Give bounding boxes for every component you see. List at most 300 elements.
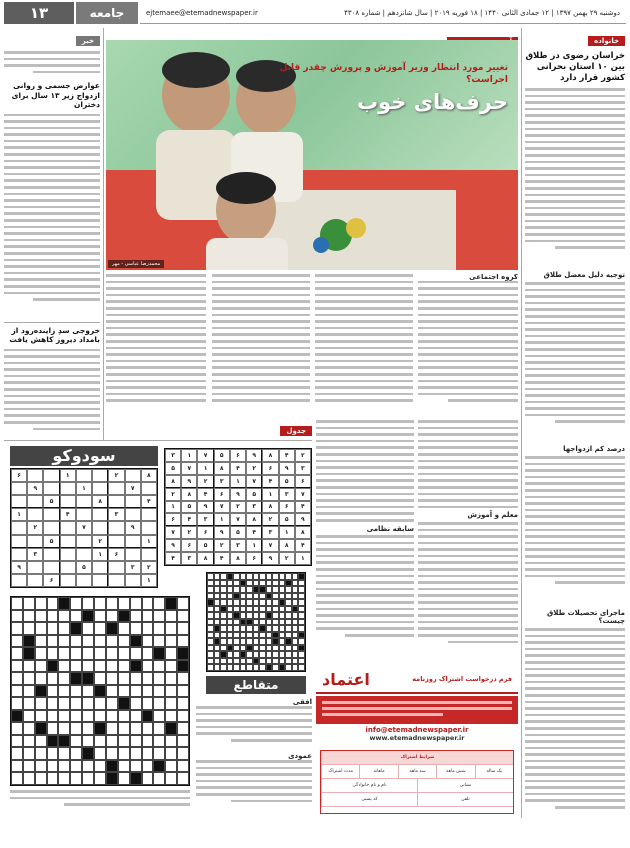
crossword-cell[interactable] — [130, 610, 142, 623]
crossword-cell[interactable] — [177, 622, 189, 635]
sudoku-cell[interactable] — [125, 495, 141, 508]
crossword-cell[interactable] — [153, 747, 165, 760]
crossword-cell[interactable] — [47, 747, 59, 760]
crossword-cell[interactable] — [82, 635, 94, 648]
crossword-cell[interactable] — [165, 760, 177, 773]
sudoku-cell[interactable]: ۲ — [141, 561, 157, 574]
crossword-cell[interactable] — [94, 760, 106, 773]
crossword-cell[interactable] — [70, 735, 82, 748]
sudoku-cell[interactable] — [76, 495, 92, 508]
crossword-cell[interactable] — [153, 710, 165, 723]
plan-col[interactable]: شش ماهه — [436, 765, 474, 778]
crossword-cell[interactable] — [11, 722, 23, 735]
crossword-cell[interactable] — [58, 685, 70, 698]
crossword-cell[interactable] — [70, 672, 82, 685]
crossword-cell[interactable] — [82, 760, 94, 773]
sudoku-cell[interactable]: ۶ — [11, 469, 27, 482]
crossword-cell[interactable] — [35, 747, 47, 760]
crossword-cell[interactable] — [177, 747, 189, 760]
sudoku-grid[interactable] — [10, 468, 158, 588]
crossword-cell[interactable] — [94, 772, 106, 785]
crossword-cell[interactable] — [11, 635, 23, 648]
crossword-cell[interactable] — [130, 735, 142, 748]
crossword-cell[interactable] — [58, 597, 70, 610]
sudoku-cell[interactable] — [43, 482, 59, 495]
crossword-cell[interactable] — [153, 647, 165, 660]
crossword-cell[interactable] — [142, 610, 154, 623]
crossword-cell[interactable] — [106, 760, 118, 773]
crossword-cell[interactable] — [94, 747, 106, 760]
crossword-cell[interactable] — [58, 635, 70, 648]
ad-website[interactable]: www.etemadnewspaper.ir — [369, 734, 465, 742]
crossword-cell[interactable] — [118, 772, 130, 785]
crossword-cell[interactable] — [47, 697, 59, 710]
crossword-cell[interactable] — [165, 597, 177, 610]
sudoku-cell[interactable] — [125, 574, 141, 587]
crossword-cell[interactable] — [130, 760, 142, 773]
sudoku-cell[interactable]: ۱ — [60, 469, 76, 482]
crossword-cell[interactable] — [70, 772, 82, 785]
crossword-cell[interactable] — [153, 635, 165, 648]
crossword-cell[interactable] — [106, 685, 118, 698]
crossword-cell[interactable] — [35, 685, 47, 698]
crossword-cell[interactable] — [106, 610, 118, 623]
crossword-cell[interactable] — [11, 660, 23, 673]
crossword-cell[interactable] — [177, 660, 189, 673]
sudoku-cell[interactable]: ۱ — [141, 574, 157, 587]
sudoku-cell[interactable]: ۵ — [43, 495, 59, 508]
sudoku-cell[interactable]: ۳ — [108, 508, 124, 521]
crossword-cell[interactable] — [118, 710, 130, 723]
sudoku-cell[interactable] — [60, 521, 76, 534]
crossword-cell[interactable] — [177, 697, 189, 710]
crossword-cell[interactable] — [153, 685, 165, 698]
sudoku-cell[interactable] — [76, 508, 92, 521]
sudoku-cell[interactable]: ۷ — [125, 482, 141, 495]
crossword-cell[interactable] — [47, 622, 59, 635]
sudoku-cell[interactable]: ۸ — [92, 495, 108, 508]
crossword-cell[interactable] — [118, 685, 130, 698]
crossword-cell[interactable] — [142, 647, 154, 660]
sudoku-cell[interactable] — [27, 508, 43, 521]
sudoku-cell[interactable]: ۱ — [92, 548, 108, 561]
crossword-cell[interactable] — [142, 685, 154, 698]
crossword-cell[interactable] — [153, 597, 165, 610]
crossword-cell[interactable] — [142, 660, 154, 673]
crossword-cell[interactable] — [11, 747, 23, 760]
crossword-cell[interactable] — [35, 722, 47, 735]
crossword-cell[interactable] — [94, 697, 106, 710]
crossword-cell[interactable] — [82, 610, 94, 623]
sudoku-cell[interactable]: ۴ — [141, 495, 157, 508]
sudoku-cell[interactable] — [11, 482, 27, 495]
crossword-cell[interactable] — [11, 710, 23, 723]
crossword-cell[interactable] — [58, 722, 70, 735]
crossword-cell[interactable] — [130, 597, 142, 610]
crossword-cell[interactable] — [177, 635, 189, 648]
sudoku-cell[interactable]: ۴ — [60, 508, 76, 521]
sudoku-cell[interactable] — [108, 561, 124, 574]
crossword-cell[interactable] — [177, 735, 189, 748]
crossword-cell[interactable] — [142, 635, 154, 648]
crossword-cell[interactable] — [153, 672, 165, 685]
crossword-cell[interactable] — [142, 710, 154, 723]
sudoku-cell[interactable] — [92, 508, 108, 521]
crossword-cell[interactable] — [82, 647, 94, 660]
sudoku-cell[interactable] — [60, 574, 76, 587]
crossword-cell[interactable] — [58, 760, 70, 773]
crossword-cell[interactable] — [11, 735, 23, 748]
crossword-cell[interactable] — [130, 647, 142, 660]
crossword-cell[interactable] — [153, 722, 165, 735]
sudoku-cell[interactable] — [125, 535, 141, 548]
crossword-cell[interactable] — [11, 647, 23, 660]
plan-col[interactable]: یک ساله — [475, 765, 513, 778]
sudoku-cell[interactable] — [27, 574, 43, 587]
crossword-cell[interactable] — [142, 760, 154, 773]
crossword-cell[interactable] — [106, 597, 118, 610]
sudoku-cell[interactable]: ۲ — [92, 535, 108, 548]
crossword-cell[interactable] — [23, 622, 35, 635]
crossword-cell[interactable] — [23, 647, 35, 660]
sudoku-cell[interactable] — [141, 521, 157, 534]
sudoku-cell[interactable] — [43, 561, 59, 574]
crossword-cell[interactable] — [58, 647, 70, 660]
sudoku-cell[interactable] — [60, 495, 76, 508]
crossword-cell[interactable] — [11, 685, 23, 698]
crossword-cell[interactable] — [130, 635, 142, 648]
crossword-cell[interactable] — [106, 635, 118, 648]
crossword-cell[interactable] — [82, 710, 94, 723]
crossword-cell[interactable] — [23, 685, 35, 698]
crossword-cell[interactable] — [23, 610, 35, 623]
sudoku-cell[interactable] — [76, 469, 92, 482]
crossword-cell[interactable] — [177, 722, 189, 735]
crossword-cell[interactable] — [118, 722, 130, 735]
sudoku-cell[interactable] — [141, 548, 157, 561]
sudoku-cell[interactable] — [125, 469, 141, 482]
crossword-cell[interactable] — [47, 647, 59, 660]
crossword-cell[interactable] — [70, 710, 82, 723]
crossword-cell[interactable] — [58, 610, 70, 623]
crossword-cell[interactable] — [23, 597, 35, 610]
crossword-cell[interactable] — [153, 610, 165, 623]
crossword-cell[interactable] — [177, 647, 189, 660]
sudoku-cell[interactable] — [27, 495, 43, 508]
crossword-cell[interactable] — [142, 735, 154, 748]
crossword-cell[interactable] — [142, 622, 154, 635]
sudoku-cell[interactable] — [92, 561, 108, 574]
crossword-cell[interactable] — [106, 747, 118, 760]
crossword-cell[interactable] — [106, 710, 118, 723]
crossword-cell[interactable] — [130, 660, 142, 673]
sudoku-cell[interactable] — [27, 561, 43, 574]
sudoku-cell[interactable] — [76, 548, 92, 561]
form-row[interactable] — [321, 793, 513, 807]
sudoku-cell[interactable] — [60, 561, 76, 574]
crossword-cell[interactable] — [58, 747, 70, 760]
crossword-cell[interactable] — [70, 685, 82, 698]
sudoku-cell[interactable] — [60, 548, 76, 561]
sudoku-cell[interactable] — [11, 495, 27, 508]
crossword-cell[interactable] — [118, 647, 130, 660]
crossword-cell[interactable] — [130, 747, 142, 760]
crossword-cell[interactable] — [23, 660, 35, 673]
crossword-cell[interactable] — [153, 772, 165, 785]
crossword-cell[interactable] — [106, 672, 118, 685]
crossword-cell[interactable] — [165, 635, 177, 648]
crossword-cell[interactable] — [165, 685, 177, 698]
crossword-cell[interactable] — [70, 722, 82, 735]
crossword-cell[interactable] — [23, 672, 35, 685]
crossword-cell[interactable] — [82, 697, 94, 710]
crossword-cell[interactable] — [35, 597, 47, 610]
crossword-cell[interactable] — [11, 610, 23, 623]
sudoku-cell[interactable] — [60, 535, 76, 548]
sudoku-cell[interactable]: ۱ — [76, 482, 92, 495]
crossword-cell[interactable] — [118, 660, 130, 673]
sudoku-cell[interactable] — [108, 574, 124, 587]
crossword-cell[interactable] — [118, 635, 130, 648]
crossword-cell[interactable] — [47, 660, 59, 673]
sudoku-cell[interactable] — [11, 535, 27, 548]
plan-col[interactable]: ماهانه — [359, 765, 397, 778]
sudoku-cell[interactable] — [76, 535, 92, 548]
sudoku-cell[interactable]: ۱ — [11, 508, 27, 521]
sudoku-cell[interactable] — [108, 535, 124, 548]
crossword-cell[interactable] — [35, 772, 47, 785]
crossword-cell[interactable] — [23, 722, 35, 735]
crossword-cell[interactable] — [58, 772, 70, 785]
sudoku-cell[interactable] — [108, 482, 124, 495]
sudoku-cell[interactable]: ۷ — [76, 521, 92, 534]
sudoku-cell[interactable] — [92, 469, 108, 482]
sudoku-cell[interactable] — [76, 574, 92, 587]
crossword-cell[interactable] — [165, 772, 177, 785]
crossword-cell[interactable] — [35, 735, 47, 748]
crossword-cell[interactable] — [153, 622, 165, 635]
crossword-cell[interactable] — [35, 647, 47, 660]
sudoku-cell[interactable] — [11, 574, 27, 587]
sudoku-cell[interactable] — [125, 548, 141, 561]
crossword-cell[interactable] — [130, 722, 142, 735]
crossword-cell[interactable] — [35, 635, 47, 648]
crossword-cell[interactable] — [82, 660, 94, 673]
crossword-cell[interactable] — [47, 610, 59, 623]
sudoku-cell[interactable] — [92, 482, 108, 495]
sudoku-cell[interactable] — [43, 508, 59, 521]
crossword-cell[interactable] — [142, 672, 154, 685]
crossword-cell[interactable] — [58, 697, 70, 710]
crossword-cell[interactable] — [23, 747, 35, 760]
crossword-cell[interactable] — [94, 710, 106, 723]
crossword-cell[interactable] — [165, 710, 177, 723]
crossword-cell[interactable] — [142, 747, 154, 760]
ad-email[interactable]: info@etemadnewspaper.ir — [365, 726, 469, 734]
crossword-cell[interactable] — [142, 697, 154, 710]
sudoku-cell[interactable] — [43, 548, 59, 561]
crossword-cell[interactable] — [130, 772, 142, 785]
crossword-cell[interactable] — [11, 622, 23, 635]
crossword-cell[interactable] — [82, 672, 94, 685]
crossword-cell[interactable] — [58, 710, 70, 723]
crossword-cell[interactable] — [177, 597, 189, 610]
crossword-cell[interactable] — [165, 647, 177, 660]
crossword-cell[interactable] — [23, 635, 35, 648]
crossword-cell[interactable] — [47, 772, 59, 785]
sudoku-cell[interactable]: ۶ — [43, 574, 59, 587]
sudoku-cell[interactable]: ۳ — [27, 548, 43, 561]
crossword-cell[interactable] — [153, 697, 165, 710]
sudoku-cell[interactable] — [92, 521, 108, 534]
crossword-cell[interactable] — [142, 597, 154, 610]
sudoku-cell[interactable]: ۵ — [76, 561, 92, 574]
sudoku-cell[interactable]: ۳ — [125, 561, 141, 574]
crossword-cell[interactable] — [35, 610, 47, 623]
crossword-cell[interactable] — [130, 672, 142, 685]
crossword-cell[interactable] — [118, 760, 130, 773]
crossword-cell[interactable] — [118, 672, 130, 685]
crossword-cell[interactable] — [70, 610, 82, 623]
crossword-cell[interactable] — [177, 610, 189, 623]
crossword-cell[interactable] — [177, 685, 189, 698]
sudoku-cell[interactable] — [27, 535, 43, 548]
sudoku-cell[interactable] — [11, 521, 27, 534]
crossword-cell[interactable] — [35, 760, 47, 773]
crossword-cell[interactable] — [35, 622, 47, 635]
crossword-cell[interactable] — [82, 735, 94, 748]
sudoku-cell[interactable]: ۲ — [27, 521, 43, 534]
crossword-cell[interactable] — [23, 697, 35, 710]
crossword-cell[interactable] — [118, 747, 130, 760]
crossword-cell[interactable] — [94, 672, 106, 685]
crossword-cell[interactable] — [47, 685, 59, 698]
crossword-cell[interactable] — [70, 747, 82, 760]
crossword-cell[interactable] — [142, 722, 154, 735]
crossword-cell[interactable] — [106, 647, 118, 660]
crossword-cell[interactable] — [118, 697, 130, 710]
crossword-cell[interactable] — [35, 672, 47, 685]
sudoku-cell[interactable] — [125, 508, 141, 521]
crossword-cell[interactable] — [94, 635, 106, 648]
form-row[interactable] — [321, 779, 513, 793]
crossword-cell[interactable] — [82, 772, 94, 785]
sudoku-cell[interactable] — [108, 521, 124, 534]
crossword-cell[interactable] — [94, 647, 106, 660]
crossword-cell[interactable] — [165, 735, 177, 748]
crossword-cell[interactable] — [118, 610, 130, 623]
crossword-cell[interactable] — [153, 660, 165, 673]
sudoku-cell[interactable] — [60, 482, 76, 495]
sudoku-cell[interactable]: ۹ — [27, 482, 43, 495]
crossword-cell[interactable] — [70, 597, 82, 610]
crossword-cell[interactable] — [94, 685, 106, 698]
crossword-cell[interactable] — [47, 597, 59, 610]
crossword-blank-grid[interactable] — [10, 596, 190, 786]
crossword-cell[interactable] — [47, 760, 59, 773]
crossword-cell[interactable] — [23, 710, 35, 723]
crossword-cell[interactable] — [118, 622, 130, 635]
crossword-cell[interactable] — [70, 760, 82, 773]
crossword-cell[interactable] — [106, 660, 118, 673]
crossword-cell[interactable] — [106, 722, 118, 735]
crossword-cell[interactable] — [11, 597, 23, 610]
crossword-cell[interactable] — [165, 610, 177, 623]
sudoku-cell[interactable]: ۸ — [141, 469, 157, 482]
crossword-cell[interactable] — [106, 772, 118, 785]
crossword-cell[interactable] — [94, 735, 106, 748]
crossword-cell[interactable] — [177, 710, 189, 723]
crossword-cell[interactable] — [82, 747, 94, 760]
crossword-cell[interactable] — [94, 622, 106, 635]
crossword-cell[interactable] — [70, 635, 82, 648]
crossword-cell[interactable] — [11, 672, 23, 685]
crossword-cell[interactable] — [153, 760, 165, 773]
crossword-cell[interactable] — [23, 772, 35, 785]
sudoku-cell[interactable]: ۹ — [11, 561, 27, 574]
crossword-cell[interactable] — [165, 622, 177, 635]
crossword-cell[interactable] — [165, 660, 177, 673]
crossword-cell[interactable] — [58, 660, 70, 673]
crossword-cell[interactable] — [118, 597, 130, 610]
crossword-cell[interactable] — [23, 735, 35, 748]
sudoku-cell[interactable] — [108, 495, 124, 508]
crossword-cell[interactable] — [94, 722, 106, 735]
sudoku-cell[interactable] — [11, 548, 27, 561]
sudoku-cell[interactable]: ۵ — [43, 535, 59, 548]
crossword-cell[interactable] — [82, 685, 94, 698]
crossword-cell[interactable] — [58, 622, 70, 635]
crossword-cell[interactable] — [70, 647, 82, 660]
sudoku-cell[interactable] — [141, 508, 157, 521]
crossword-cell[interactable] — [35, 660, 47, 673]
crossword-cell[interactable] — [47, 672, 59, 685]
crossword-cell[interactable] — [58, 672, 70, 685]
sudoku-cell[interactable]: ۲ — [108, 469, 124, 482]
crossword-cell[interactable] — [11, 697, 23, 710]
crossword-cell[interactable] — [11, 760, 23, 773]
crossword-cell[interactable] — [130, 685, 142, 698]
crossword-cell[interactable] — [177, 760, 189, 773]
crossword-cell[interactable] — [106, 622, 118, 635]
sudoku-cell[interactable] — [43, 469, 59, 482]
plan-col[interactable]: سه ماهه — [398, 765, 436, 778]
email[interactable]: ejtemaee@etemadnewspaper.ir — [146, 8, 258, 17]
crossword-cell[interactable] — [118, 735, 130, 748]
sudoku-cell[interactable] — [27, 469, 43, 482]
crossword-cell[interactable] — [177, 772, 189, 785]
crossword-cell[interactable] — [165, 672, 177, 685]
sudoku-cell[interactable] — [141, 482, 157, 495]
sudoku-cell[interactable] — [43, 521, 59, 534]
crossword-cell[interactable] — [70, 660, 82, 673]
crossword-cell[interactable] — [165, 747, 177, 760]
crossword-cell[interactable] — [82, 622, 94, 635]
crossword-cell[interactable] — [47, 635, 59, 648]
crossword-cell[interactable] — [130, 710, 142, 723]
crossword-cell[interactable] — [165, 697, 177, 710]
crossword-cell[interactable] — [142, 772, 154, 785]
crossword-cell[interactable] — [94, 610, 106, 623]
crossword-cell[interactable] — [130, 697, 142, 710]
crossword-cell[interactable] — [70, 697, 82, 710]
crossword-cell[interactable] — [106, 697, 118, 710]
sudoku-cell[interactable]: ۱ — [141, 535, 157, 548]
crossword-cell[interactable] — [47, 735, 59, 748]
crossword-cell[interactable] — [106, 735, 118, 748]
crossword-cell[interactable] — [58, 735, 70, 748]
sudoku-cell[interactable] — [92, 574, 108, 587]
